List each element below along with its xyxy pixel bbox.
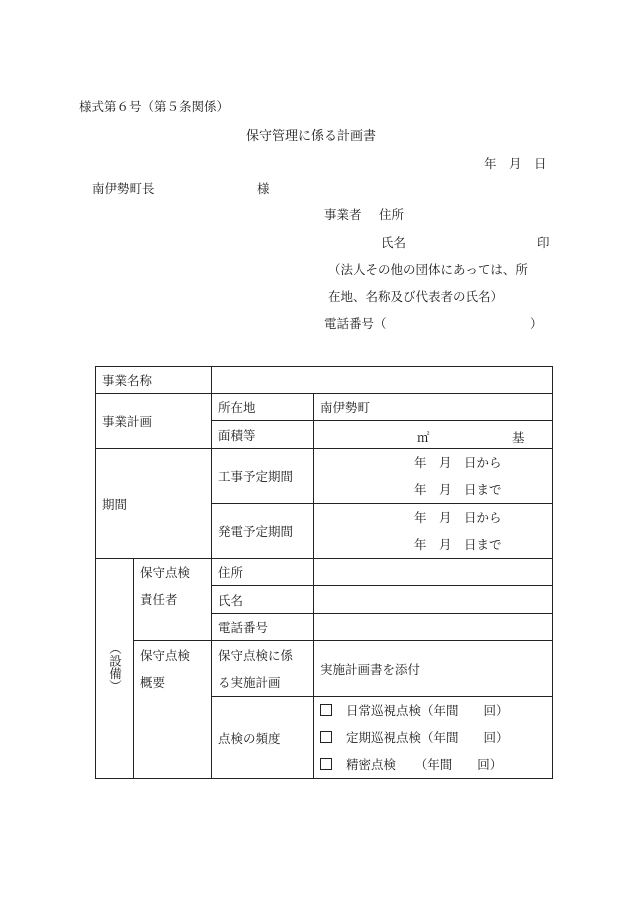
plan-label-line2: る実施計画 (218, 674, 281, 690)
checkbox-icon[interactable] (320, 731, 332, 743)
business-name-label: 事業名称 (96, 367, 212, 394)
maint-overview-label (134, 641, 212, 779)
check-daily[interactable]: 日常巡視点検（年間 回） (320, 697, 552, 724)
date-line: 年 月 日 (484, 156, 547, 171)
manager-address-label: 住所 (212, 559, 314, 586)
plan-label-line1: 保守点検に係 (218, 647, 294, 663)
check-periodic[interactable]: 定期巡視点検（年間 回） (320, 724, 552, 751)
generation-period-label: 発電予定期間 (212, 504, 314, 559)
form-number: 様式第６号（第５条関係） (79, 99, 230, 114)
business-plan-label: 事業計画 (96, 394, 212, 449)
frequency-options (314, 697, 553, 779)
phone-label: 電話番号（ (324, 316, 387, 331)
area-label: 面積等 (212, 421, 314, 449)
addressee: 南伊勢町長 (92, 181, 155, 196)
maint-manager-label (134, 559, 212, 641)
construction-period-label: 工事予定期間 (212, 449, 314, 504)
unit-count: 基 (512, 430, 525, 445)
form-title: 保守管理に係る計画書 (246, 129, 377, 144)
manager-phone-label: 電話番号 (212, 614, 314, 641)
maint-overview-line1: 保守点検 (140, 648, 191, 663)
check-precision[interactable]: 精密点検 （年間 回） (320, 751, 552, 778)
plan-table (95, 366, 553, 779)
manager-phone-value[interactable] (314, 614, 553, 641)
generation-period-value[interactable] (314, 504, 553, 559)
location-value[interactable]: 南伊勢町 (314, 394, 553, 421)
corp-note-line2: 在地、名称及び代表者の氏名） (328, 289, 504, 304)
manager-name-label: 氏名 (212, 586, 314, 614)
applicant-label: 事業者 (324, 207, 362, 222)
location-label: 所在地 (212, 394, 314, 421)
area-value[interactable] (314, 421, 553, 449)
generation-to: 年 月 日まで (414, 537, 502, 552)
manager-name-value[interactable] (314, 586, 553, 614)
name-label: 氏名 (381, 235, 407, 250)
manager-address-value[interactable] (314, 559, 553, 586)
business-name-value[interactable] (212, 367, 553, 394)
construction-to: 年 月 日まで (414, 482, 502, 497)
equipment-label-cell (96, 559, 134, 779)
construction-period-value[interactable] (314, 449, 553, 504)
area-unit: ㎡ (417, 430, 430, 445)
frequency-label: 点検の頻度 (212, 697, 314, 779)
corp-note-line1: （法人その他の団体にあっては、所 (328, 262, 528, 277)
construction-from: 年 月 日から (414, 455, 502, 470)
honorific: 様 (257, 181, 270, 196)
plan-value: 実施計画書を添付 (314, 641, 553, 697)
seal-mark: 印 (537, 235, 550, 250)
plan-label (212, 641, 314, 697)
phone-close: ） (530, 316, 543, 331)
checkbox-icon[interactable] (320, 704, 332, 716)
maint-manager-line2: 責任者 (140, 592, 178, 607)
period-label: 期間 (96, 449, 212, 559)
checkbox-icon[interactable] (320, 758, 332, 770)
address-label: 住所 (379, 207, 405, 222)
maint-overview-line2: 概要 (140, 675, 166, 690)
maint-manager-line1: 保守点検 (140, 565, 191, 580)
generation-from: 年 月 日から (414, 510, 502, 525)
equipment-label: （設備） (107, 642, 123, 692)
